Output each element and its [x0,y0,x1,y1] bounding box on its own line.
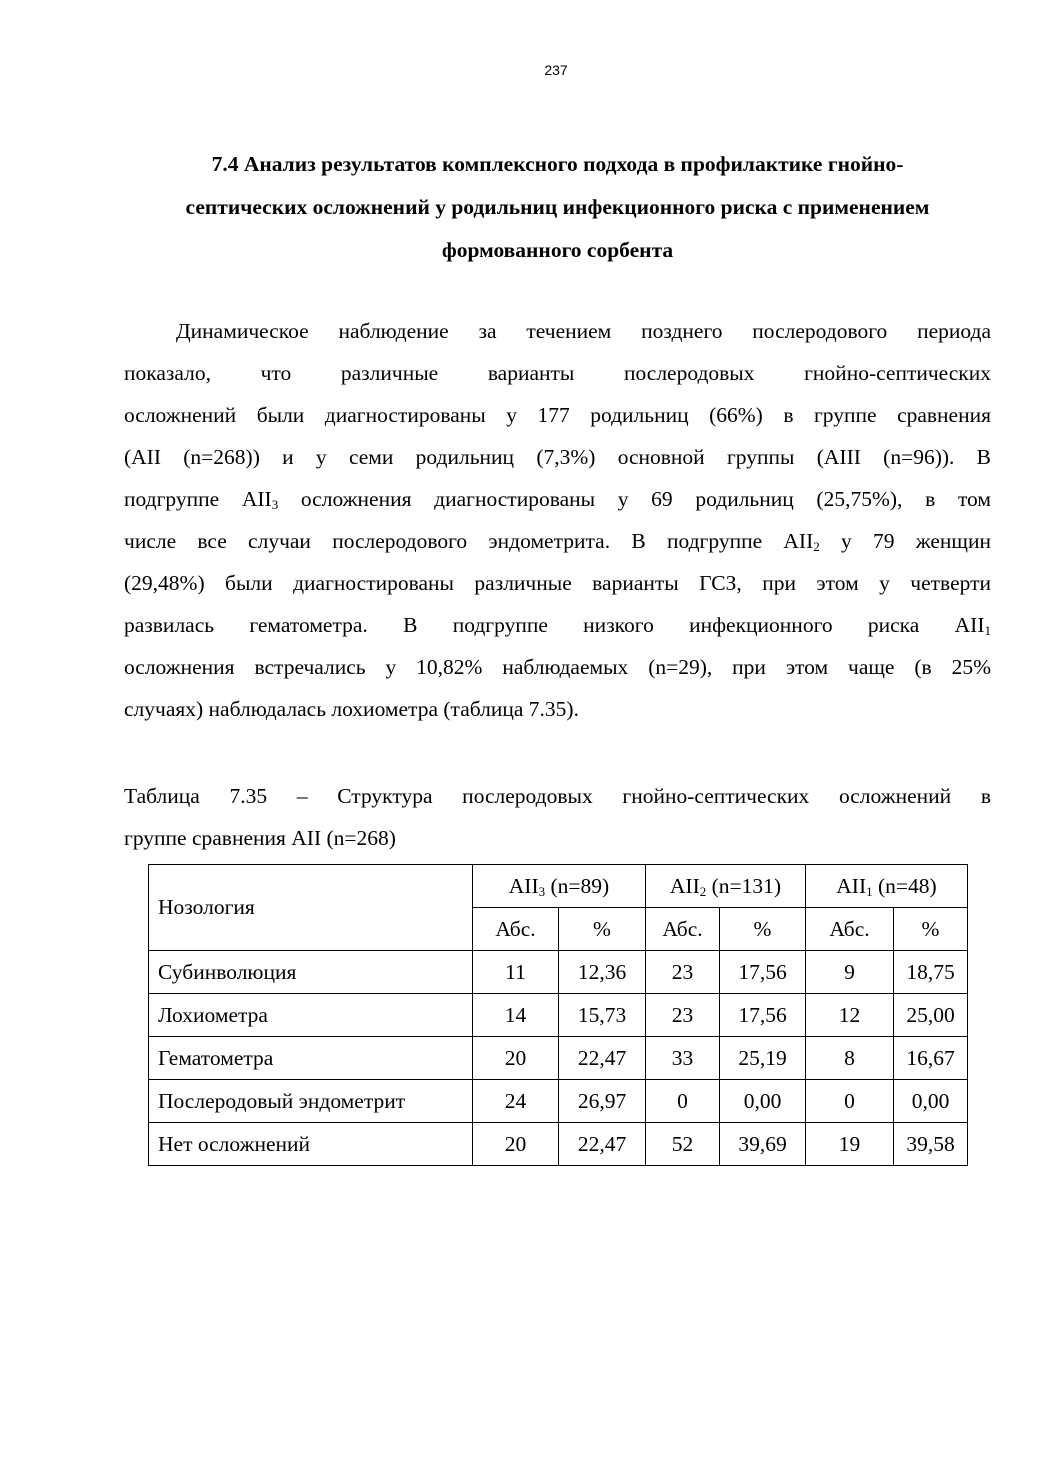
table-header-row [149,865,968,908]
subscript: 3 [271,497,279,512]
table-row [149,1123,968,1166]
table-row [149,1080,968,1123]
text-fragment: у 79 женщин [819,529,991,553]
group-subscript: 2 [699,883,707,899]
text-fragment: развилась гематометра. В подгруппе низкого инфекционного риска AII [124,613,985,637]
pct-value-cell: 17,56 [720,994,806,1037]
pct-value-cell: 26,97 [559,1080,646,1123]
complications-table [148,864,968,1166]
table-row [149,1037,968,1080]
group-suffix: (n=48) [872,873,937,898]
text-fragment: числе все случаи послеродового эндометрита. В подгруппе AII [124,529,814,553]
pct-header: % [559,908,646,951]
table-row [149,994,968,1037]
group-header [473,865,646,908]
body-paragraph [124,310,991,730]
caption-line: Таблица 7.35 – Структура послеродовых гнойно-септических осложнений в [124,784,991,808]
pct-value-cell: 25,19 [720,1037,806,1080]
pct-value-cell: 17,56 [720,951,806,994]
abs-value-cell: 23 [646,994,720,1037]
text-fragment: осложнения диагностированы у 69 родильниц (25,75%), в том [278,487,991,511]
subscript: 2 [813,539,820,554]
pct-value-cell: 25,00 [894,994,968,1037]
abs-value-cell: 33 [646,1037,720,1080]
pct-value-cell: 0,00 [720,1080,806,1123]
pct-value-cell: 15,73 [559,994,646,1037]
group-header [646,865,806,908]
abs-value-cell: 11 [473,951,559,994]
nozology-header: Нозология [149,865,473,951]
pct-value-cell: 22,47 [559,1037,646,1080]
paragraph-line: Динамическое наблюдение за течением позднего послеродового периода [176,319,991,343]
abs-value-cell: 19 [806,1123,894,1166]
text-fragment: подгруппе AII [124,487,272,511]
pct-value-cell: 16,67 [894,1037,968,1080]
abs-value-cell: 24 [473,1080,559,1123]
pct-value-cell: 39,69 [720,1123,806,1166]
group-subscript: 1 [866,883,873,899]
subscript: 1 [984,623,991,638]
page-number: 237 [544,62,568,78]
paragraph-line: случаях) наблюдалась лохиометра (таблица 7.35). [124,697,579,721]
pct-header: % [894,908,968,951]
abs-header: Абс. [646,908,720,951]
abs-value-cell: 20 [473,1123,559,1166]
nozology-cell: Нет осложнений [149,1123,473,1166]
abs-header: Абс. [806,908,894,951]
heading-line: 7.4 Анализ результатов комплексного подхода в профилактике гнойно- [211,152,904,176]
group-suffix: (n=89) [545,873,610,898]
paragraph-line [124,604,991,646]
group-header [806,865,968,908]
section-heading [124,143,991,272]
nozology-cell: Субинволюция [149,951,473,994]
nozology-cell: Послеродовый эндометрит [149,1080,473,1123]
abs-value-cell: 8 [806,1037,894,1080]
nozology-cell: Гематометра [149,1037,473,1080]
group-suffix: (n=131) [706,873,782,898]
table-caption [124,775,991,859]
table-body [149,951,968,1166]
pct-value-cell: 0,00 [894,1080,968,1123]
group-prefix: AII [508,873,539,898]
abs-value-cell: 9 [806,951,894,994]
paragraph-line: показало, что различные варианты послеродовых гнойно-септических [124,361,991,385]
pct-value-cell: 39,58 [894,1123,968,1166]
pct-value-cell: 22,47 [559,1123,646,1166]
heading-line: формованного сорбента [441,238,674,262]
abs-value-cell: 23 [646,951,720,994]
abs-value-cell: 20 [473,1037,559,1080]
paragraph-line: осложнений были диагностированы у 177 родильниц (66%) в группе сравнения [124,403,991,427]
nozology-cell: Лохиометра [149,994,473,1037]
abs-value-cell: 12 [806,994,894,1037]
caption-line: группе сравнения AII (n=268) [124,826,396,850]
pct-value-cell: 12,36 [559,951,646,994]
heading-line: септических осложнений у родильниц инфекционного риска с применением [185,195,930,219]
group-prefix: AII [836,873,867,898]
pct-value-cell: 18,75 [894,951,968,994]
pct-header: % [720,908,806,951]
paragraph-line: осложнения встречались у 10,82% наблюдаемых (n=29), при этом чаще (в 25% [124,655,991,679]
paragraph-line: (AII (n=268)) и у семи родильниц (7,3%) основной группы (AIII (n=96)). В [124,445,991,469]
group-prefix: AII [669,873,700,898]
paragraph-line [124,520,991,562]
abs-header: Абс. [473,908,559,951]
table-row [149,951,968,994]
abs-value-cell: 0 [646,1080,720,1123]
abs-value-cell: 14 [473,994,559,1037]
paragraph-line: (29,48%) были диагностированы различные варианты ГСЗ, при этом у четверти [124,571,991,595]
abs-value-cell: 0 [806,1080,894,1123]
group-subscript: 3 [538,883,546,899]
paragraph-line [124,478,991,520]
abs-value-cell: 52 [646,1123,720,1166]
